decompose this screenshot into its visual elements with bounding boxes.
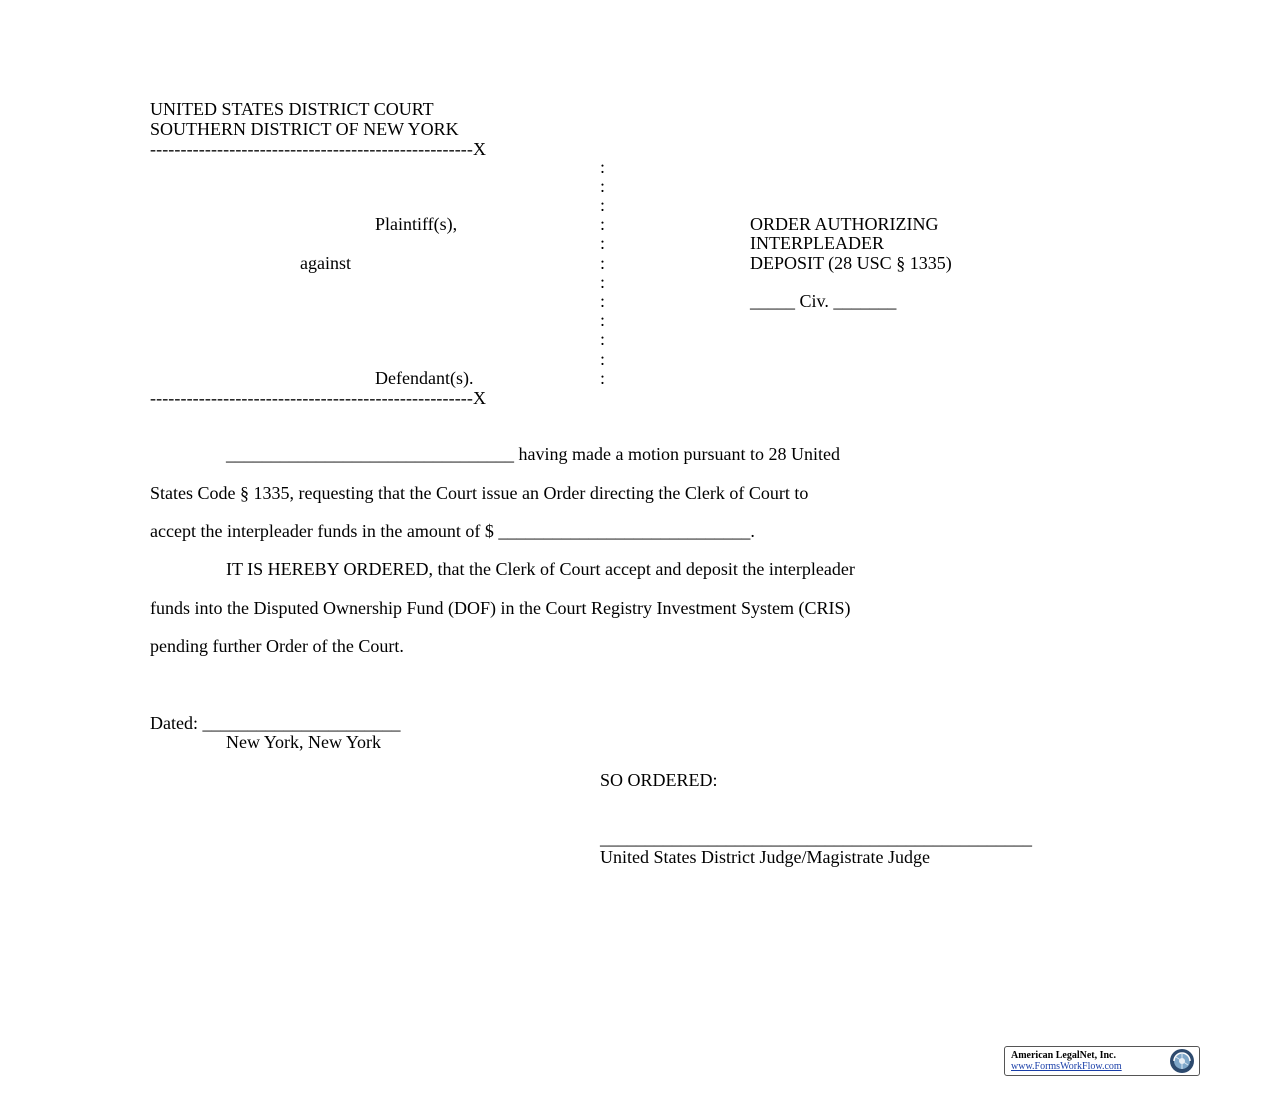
against-label: against xyxy=(300,253,351,273)
court-name: UNITED STATES DISTRICT COURT xyxy=(150,99,434,119)
american-legalnet-logo xyxy=(1004,1046,1200,1076)
judge-title: United States District Judge/Magistrate Judge xyxy=(600,847,930,867)
logo-website-link[interactable]: www.FormsWorkFlow.com xyxy=(1011,1061,1122,1072)
body-paragraph2-line3: pending further Order of the Court. xyxy=(150,636,404,656)
plaintiff-label: Plaintiff(s), xyxy=(375,214,458,234)
caption-colon: : xyxy=(600,176,606,196)
order-title-line3: DEPOSIT (28 USC § 1335) xyxy=(750,253,952,273)
caption-rule-top: -----------------------------------------------------X xyxy=(150,139,487,159)
caption-colon: : xyxy=(600,233,606,253)
caption-colon: : xyxy=(600,368,606,388)
caption-colon: : xyxy=(600,329,606,349)
defendant-label: Defendant(s). xyxy=(375,368,474,388)
caption-colon: : xyxy=(600,349,606,369)
body-paragraph1-line3: accept the interpleader funds in the amount of $ ____________________________. xyxy=(150,521,755,541)
caption-colon: : xyxy=(600,291,606,311)
caption-rule-bottom: -----------------------------------------------------X xyxy=(150,388,487,408)
body-paragraph1-line2: States Code § 1335, requesting that the Court issue an Order directing the Clerk of Court to xyxy=(150,483,809,503)
body-paragraph1-line1: ________________________________ having made a motion pursuant to 28 United xyxy=(226,444,840,464)
order-title-line2: INTERPLEADER xyxy=(750,233,884,253)
civil-case-number: _____ Civ. _______ xyxy=(750,291,897,311)
caption-colon: : xyxy=(600,214,606,234)
globe-icon xyxy=(1169,1048,1195,1074)
judge-signature-line: ________________________________________________ xyxy=(600,828,1032,848)
dated-field: Dated: ______________________ xyxy=(150,713,401,733)
order-title-line1: ORDER AUTHORIZING xyxy=(750,214,939,234)
caption-colon: : xyxy=(600,195,606,215)
court-district: SOUTHERN DISTRICT OF NEW YORK xyxy=(150,119,459,139)
caption-colon: : xyxy=(600,157,606,177)
logo-company-name: American LegalNet, Inc. xyxy=(1011,1050,1116,1061)
body-paragraph2-line1: IT IS HEREBY ORDERED, that the Clerk of Court accept and deposit the interpleader xyxy=(226,559,855,579)
so-ordered-label: SO ORDERED: xyxy=(600,770,718,790)
caption-colon: : xyxy=(600,253,606,273)
body-paragraph2-line2: funds into the Disputed Ownership Fund (DOF) in the Court Registry Investment System (CRIS) xyxy=(150,598,851,618)
dated-location: New York, New York xyxy=(226,732,382,752)
caption-colon: : xyxy=(600,310,606,330)
caption-colon: : xyxy=(600,272,606,292)
